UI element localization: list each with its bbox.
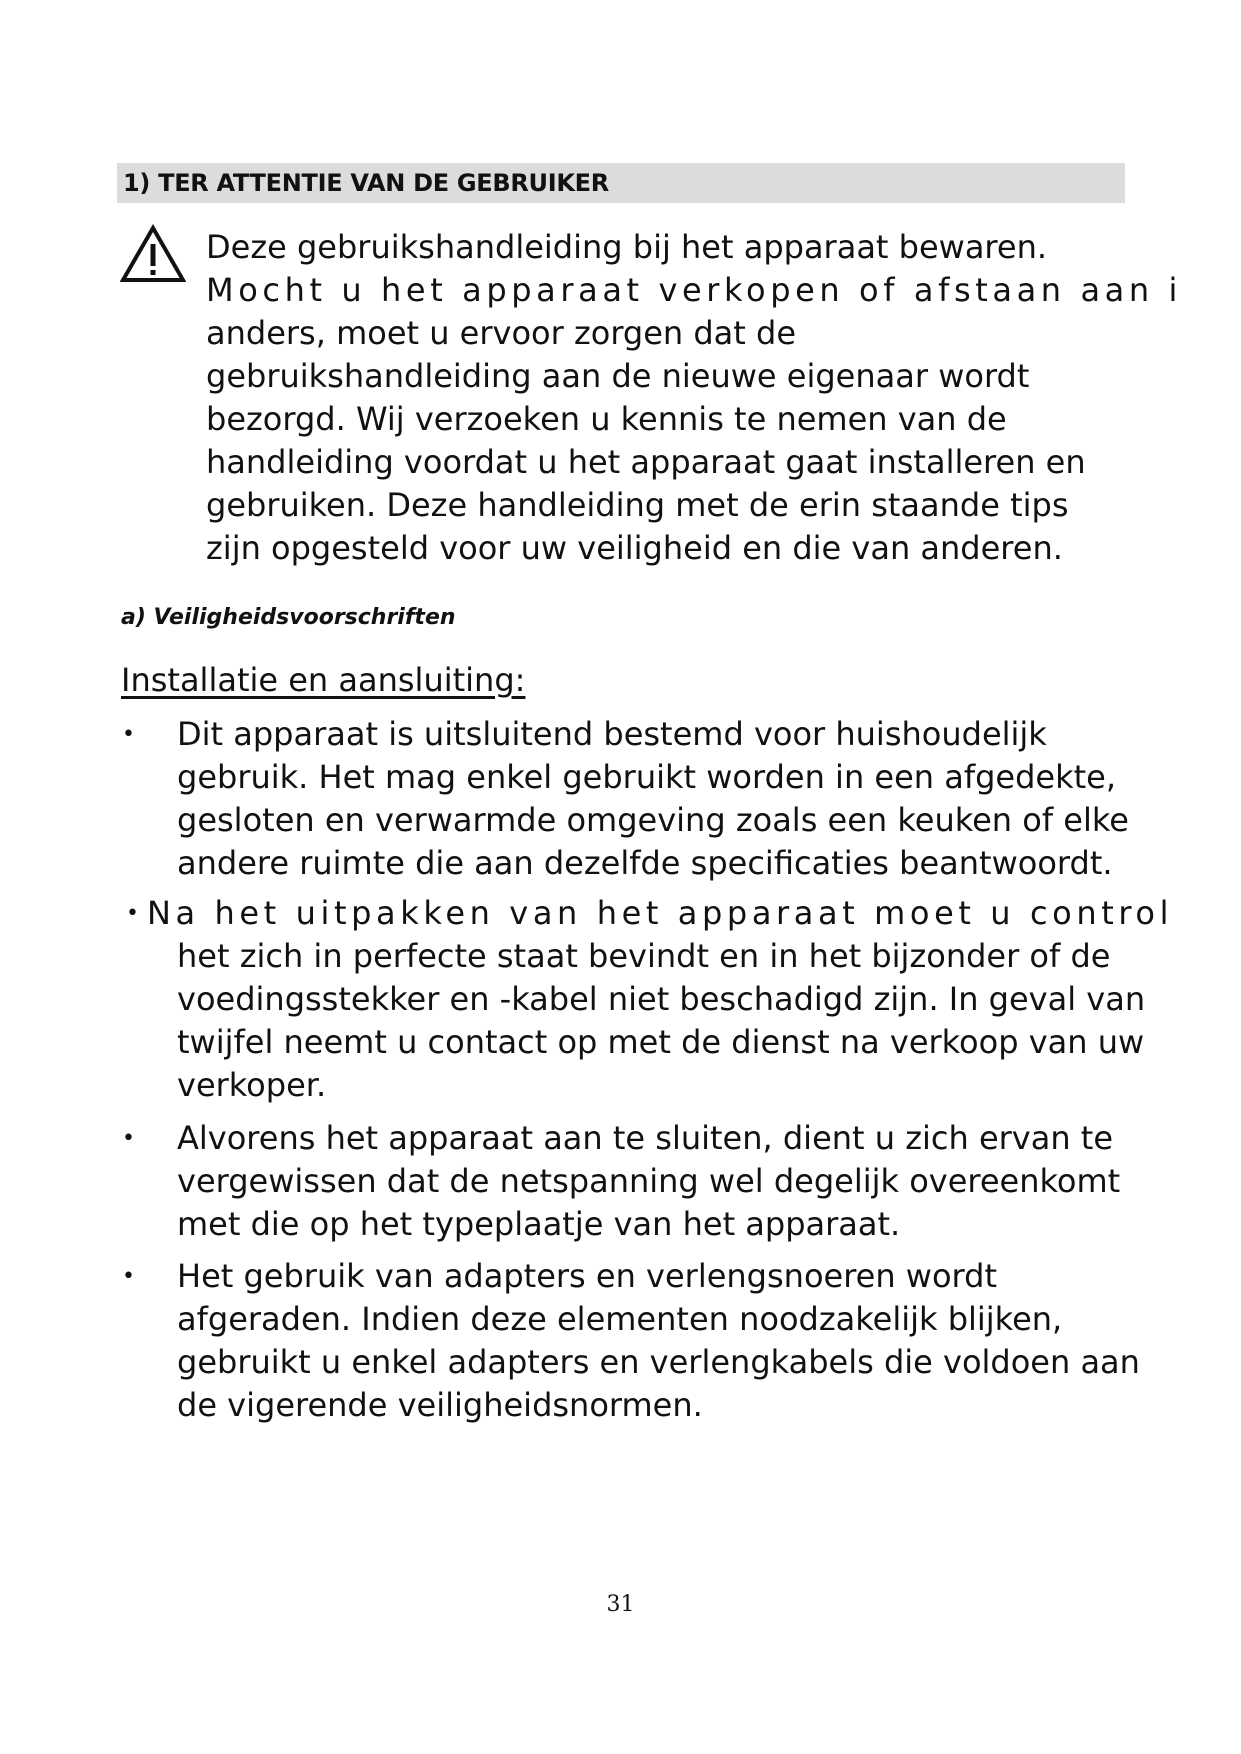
list-item-line: verkoper. [177,1066,327,1104]
list-item-line: afgeraden. Indien deze elementen noodzakelijk blijken, [177,1300,1063,1338]
bullet-icon: • [122,722,135,747]
warning-line: handleiding voordat u het apparaat gaat installeren en [206,443,1086,481]
list-item-line: de vigerende veiligheidsnormen. [177,1386,703,1424]
list-item-line: het zich in perfecte staat bevindt en in het bijzonder of de [177,937,1111,975]
warning-line: Mocht u het apparaat verkopen of afstaan aan i [206,271,1183,309]
list-item-line: gebruik. Het mag enkel gebruikt worden in een afgedekte, [177,758,1117,796]
warning-line: anders, moet u ervoor zorgen dat de [206,314,796,352]
page-number: 31 [606,1592,635,1617]
warning-line: gebruikshandleiding aan de nieuwe eigenaar wordt [206,357,1030,395]
warning-line: bezorgd. Wij verzoeken u kennis te nemen van de [206,400,1007,438]
list-item-line: met die op het typeplaatje van het apparaat. [177,1205,901,1243]
subsection-heading: a) Veiligheidsvoorschriften [121,605,456,630]
list-item-line: Alvorens het apparaat aan te sluiten, dient u zich ervan te [177,1119,1114,1157]
installation-title: Installatie en aansluiting: [121,661,526,699]
list-item-line: voedingsstekker en -kabel niet beschadigd zijn. In geval van [177,980,1146,1018]
warning-line: Deze gebruikshandleiding bij het apparaat bewaren. [206,228,1048,266]
list-item-line: Het gebruik van adapters en verlengsnoeren wordt [177,1257,997,1295]
warning-line: gebruiken. Deze handleiding met de erin staande tips [206,486,1069,524]
list-item-line: Na het uitpakken van het apparaat moet u control [147,894,1174,932]
list-item-line: twijfel neemt u contact op met de dienst na verkoop van uw [177,1023,1145,1061]
bullet-icon: • [122,1264,135,1289]
bullet-icon: • [122,1126,135,1151]
bullet-icon: • [126,901,139,926]
list-item-line: Dit apparaat is uitsluitend bestemd voor huishoudelijk [177,715,1047,753]
list-item-line: gesloten en verwarmde omgeving zoals een keuken of elke [177,801,1129,839]
warning-triangle-icon [120,224,186,284]
warning-line: zijn opgesteld voor uw veiligheid en die van anderen. [206,529,1063,567]
warning-paragraph [206,226,1236,570]
section-heading: 1) TER ATTENTIE VAN DE GEBRUIKER [117,163,1125,203]
list-item-line: andere ruimte die aan dezelfde specificaties beantwoordt. [177,844,1113,882]
list-item-line: gebruikt u enkel adapters en verlengkabels die voldoen aan [177,1343,1140,1381]
list-item-line: vergewissen dat de netspanning wel degelijk overeenkomt [177,1162,1121,1200]
